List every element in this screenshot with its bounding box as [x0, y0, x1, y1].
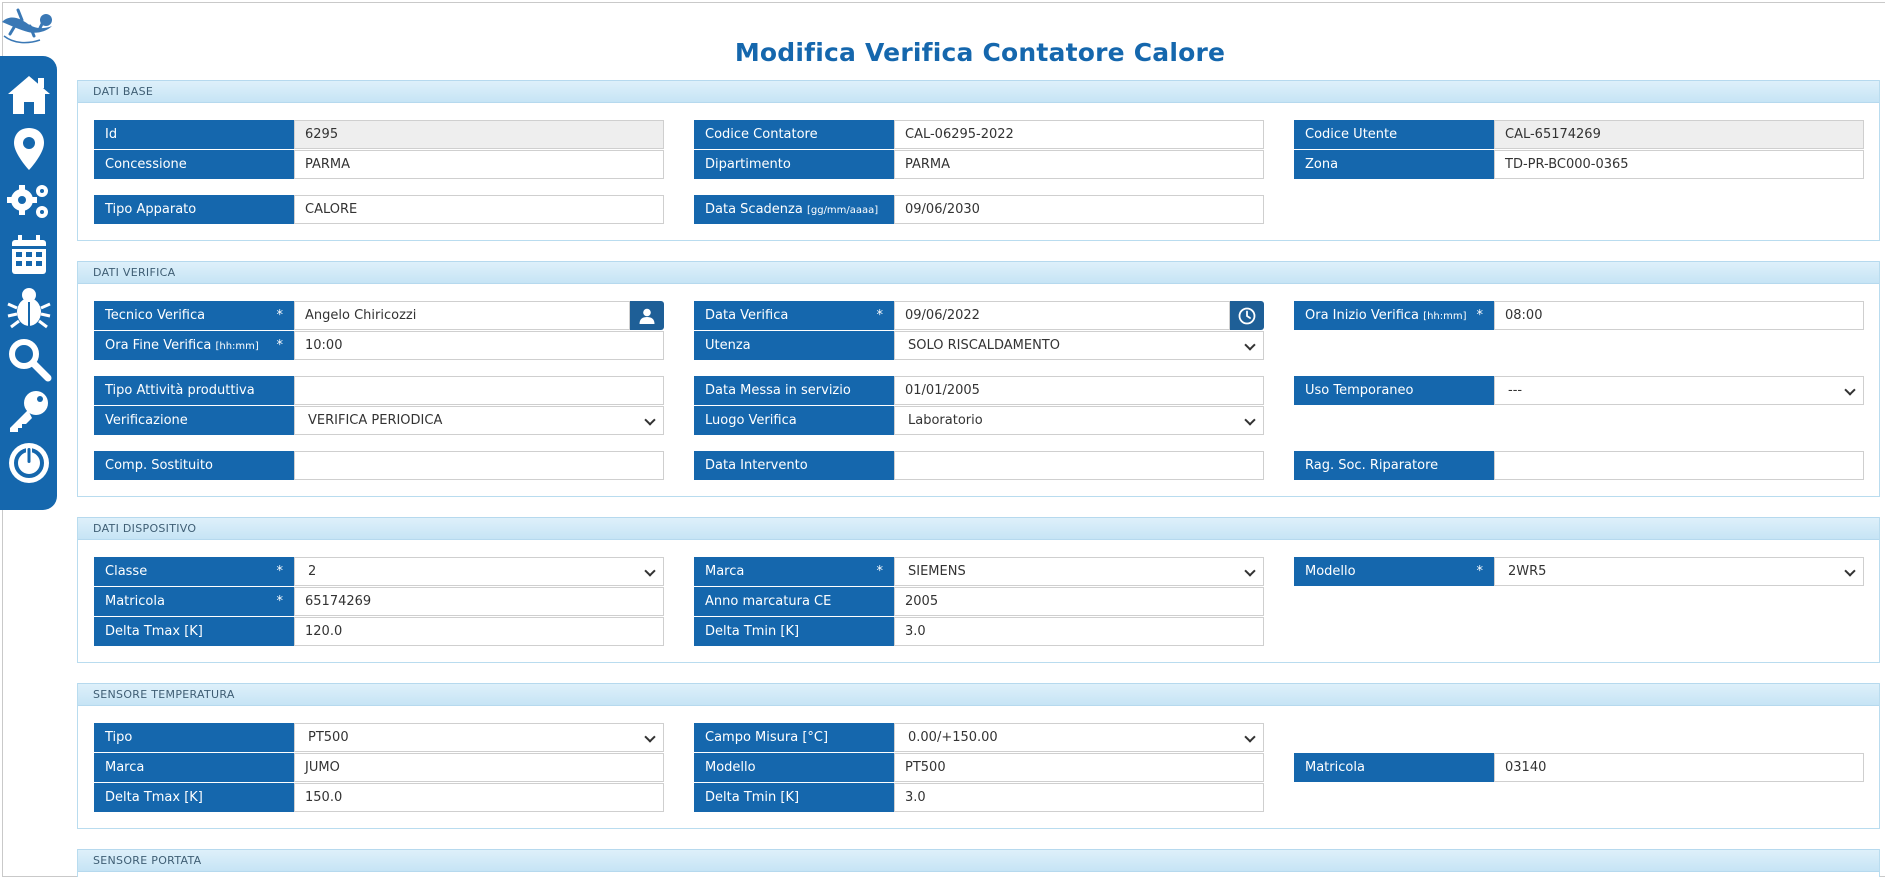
- field-modello: [1294, 557, 1864, 586]
- field-classe: [94, 557, 664, 586]
- section-dati-base: [77, 80, 1880, 241]
- field-label: [94, 557, 294, 586]
- label-text: Ora Inizio Verifica: [1305, 308, 1420, 323]
- tipo-apparato-input[interactable]: CALORE: [294, 195, 664, 224]
- section-header: DATI DISPOSITIVO: [78, 517, 1879, 540]
- section-dati-dispositivo: [77, 517, 1880, 663]
- ora-fine-input[interactable]: 10:00: [294, 331, 664, 360]
- key-icon[interactable]: [6, 388, 52, 434]
- delta-tmax-sensore-input[interactable]: 150.0: [294, 783, 664, 812]
- field-ora-fine: [94, 331, 664, 360]
- format-hint: [hh:mm]: [1423, 311, 1467, 322]
- bug-icon[interactable]: [6, 284, 52, 330]
- field-label: Delta Tmin [K]: [694, 783, 894, 812]
- verificazione-select[interactable]: VERIFICA PERIODICA: [294, 406, 664, 435]
- dipartimento-input[interactable]: PARMA: [894, 150, 1264, 179]
- field-campo-misura: [694, 723, 1264, 752]
- field-comp-sostituito: [94, 451, 664, 480]
- field-ora-inizio: [1294, 301, 1864, 330]
- field-concessione: [94, 150, 664, 179]
- data-intervento-input[interactable]: [894, 451, 1264, 480]
- required-marker: *: [276, 338, 283, 353]
- uso-temporaneo-select[interactable]: ---: [1494, 376, 1864, 405]
- delta-tmin-input[interactable]: 3.0: [894, 617, 1264, 646]
- field-tipo-apparato: [94, 195, 664, 224]
- modello-sensore-input[interactable]: PT500: [894, 753, 1264, 782]
- tipo-attivita-input[interactable]: [294, 376, 664, 405]
- field-label: Matricola: [1294, 753, 1494, 782]
- codice-contatore-input[interactable]: CAL-06295-2022: [894, 120, 1264, 149]
- field-utenza: [694, 331, 1264, 360]
- tipo-sensore-select[interactable]: PT500: [294, 723, 664, 752]
- required-marker: *: [876, 308, 883, 323]
- field-label: [1294, 557, 1494, 586]
- section-sensore-temperatura: [77, 683, 1880, 829]
- field-label: Tipo: [94, 723, 294, 752]
- id-field: 6295: [294, 120, 664, 149]
- label-text: Matricola: [105, 594, 165, 609]
- field-tipo-attivita: [94, 376, 664, 405]
- section-header: DATI BASE: [78, 80, 1879, 103]
- field-label: Anno marcatura CE: [694, 587, 894, 616]
- field-label: Data Messa in servizio: [694, 376, 894, 405]
- field-label: Delta Tmin [K]: [694, 617, 894, 646]
- required-marker: *: [276, 594, 283, 609]
- home-icon[interactable]: [6, 72, 52, 118]
- data-messa-servizio-input[interactable]: 01/01/2005: [894, 376, 1264, 405]
- label-text: Classe: [105, 564, 148, 579]
- field-data-intervento: [694, 451, 1264, 480]
- section-header: SENSORE TEMPERATURA: [78, 683, 1879, 706]
- field-label: Codice Utente: [1294, 120, 1494, 149]
- clock-button[interactable]: [1230, 301, 1264, 330]
- section-sensore-portata: [77, 849, 1880, 877]
- field-label: Verificazione: [94, 406, 294, 435]
- field-delta-tmax: [94, 617, 664, 646]
- ora-inizio-input[interactable]: 08:00: [1494, 301, 1864, 330]
- field-label: [94, 301, 294, 330]
- field-label: Delta Tmax [K]: [94, 617, 294, 646]
- required-marker: *: [876, 564, 883, 579]
- user-icon: [638, 307, 656, 325]
- field-label: [94, 331, 294, 360]
- field-luogo-verifica: [694, 406, 1264, 435]
- required-marker: *: [1476, 564, 1483, 579]
- field-matricola-sensore: [1294, 753, 1864, 782]
- field-label: [694, 195, 894, 224]
- field-label: Marca: [94, 753, 294, 782]
- field-label: Rag. Soc. Riparatore: [1294, 451, 1494, 480]
- required-marker: *: [276, 308, 283, 323]
- field-label: [94, 587, 294, 616]
- field-verificazione: [94, 406, 664, 435]
- field-dipartimento: [694, 150, 1264, 179]
- anno-marcatura-input[interactable]: 2005: [894, 587, 1264, 616]
- required-marker: *: [276, 564, 283, 579]
- field-tecnico-verifica: [94, 301, 664, 330]
- calendar-icon[interactable]: [6, 232, 52, 278]
- comp-sostituito-input[interactable]: [294, 451, 664, 480]
- search-icon[interactable]: [6, 336, 52, 382]
- marca-select[interactable]: SIEMENS: [894, 557, 1264, 586]
- sidebar: [0, 56, 57, 510]
- data-verifica-input[interactable]: 09/06/2022: [894, 301, 1230, 330]
- field-rag-soc-riparatore: [1294, 451, 1864, 480]
- modello-select[interactable]: 2WR5: [1494, 557, 1864, 586]
- matricola-sensore-input[interactable]: 03140: [1494, 753, 1864, 782]
- gears-icon[interactable]: [6, 178, 52, 224]
- field-zona: [1294, 150, 1864, 179]
- field-data-verifica: [694, 301, 1264, 330]
- field-modello-sensore: [694, 753, 1264, 782]
- field-codice-contatore: [694, 120, 1264, 149]
- section-header: SENSORE PORTATA: [78, 849, 1879, 872]
- field-label: Luogo Verifica: [694, 406, 894, 435]
- field-label: [1294, 301, 1494, 330]
- required-marker: *: [1476, 308, 1483, 323]
- field-label: Id: [94, 120, 294, 149]
- field-delta-tmin: [694, 617, 1264, 646]
- format-hint: [gg/mm/aaaa]: [806, 205, 879, 216]
- rag-soc-riparatore-input[interactable]: [1494, 451, 1864, 480]
- delta-tmin-sensore-input[interactable]: 3.0: [894, 783, 1264, 812]
- field-marca-sensore: [94, 753, 664, 782]
- power-icon[interactable]: [6, 440, 52, 486]
- field-label: Campo Misura [°C]: [694, 723, 894, 752]
- field-label: Codice Contatore: [694, 120, 894, 149]
- data-scadenza-input[interactable]: 09/06/2030: [894, 195, 1264, 224]
- field-tipo-sensore: [94, 723, 664, 752]
- field-id: [94, 120, 664, 149]
- utenza-select[interactable]: SOLO RISCALDAMENTO: [894, 331, 1264, 360]
- select-tecnico-button[interactable]: [630, 301, 664, 330]
- field-data-scadenza: [694, 195, 1264, 224]
- codice-utente-field: CAL-65174269: [1494, 120, 1864, 149]
- delta-tmax-input[interactable]: 120.0: [294, 617, 664, 646]
- page-title: Modifica Verifica Contatore Calore: [734, 38, 1226, 67]
- field-label: Data Intervento: [694, 451, 894, 480]
- concessione-input[interactable]: PARMA: [294, 150, 664, 179]
- label-text: Data Scadenza: [705, 202, 803, 217]
- field-label: Utenza: [694, 331, 894, 360]
- field-label: [694, 557, 894, 586]
- field-label: [694, 301, 894, 330]
- label-text: Tecnico Verifica: [105, 308, 206, 323]
- label-text: Marca: [705, 564, 745, 579]
- field-delta-tmax-sensore: [94, 783, 664, 812]
- location-pin-icon[interactable]: [6, 126, 52, 172]
- field-label: Tipo Attività produttiva: [94, 376, 294, 405]
- field-codice-utente: [1294, 120, 1864, 149]
- zona-input[interactable]: TD-PR-BC000-0365: [1494, 150, 1864, 179]
- matricola-input[interactable]: 65174269: [294, 587, 664, 616]
- field-label: Dipartimento: [694, 150, 894, 179]
- section-dati-verifica: [77, 261, 1880, 497]
- field-marca: [694, 557, 1264, 586]
- classe-select[interactable]: 2: [294, 557, 664, 586]
- field-label: Zona: [1294, 150, 1494, 179]
- clock-icon: [1238, 307, 1256, 325]
- marca-sensore-input[interactable]: JUMO: [294, 753, 664, 782]
- label-text: Ora Fine Verifica: [105, 338, 212, 353]
- field-uso-temporaneo: [1294, 376, 1864, 405]
- field-data-messa-servizio: [694, 376, 1264, 405]
- field-label: Tipo Apparato: [94, 195, 294, 224]
- tecnico-verifica-input[interactable]: Angelo Chiricozzi: [294, 301, 630, 330]
- luogo-verifica-select[interactable]: Laboratorio: [894, 406, 1264, 435]
- gecko-logo-icon[interactable]: [0, 0, 58, 50]
- field-delta-tmin-sensore: [694, 783, 1264, 812]
- field-label: Uso Temporaneo: [1294, 376, 1494, 405]
- section-header: DATI VERIFICA: [78, 261, 1879, 284]
- label-text: Data Verifica: [705, 308, 789, 323]
- format-hint: [hh:mm]: [215, 341, 259, 352]
- field-label: Modello: [694, 753, 894, 782]
- field-label: Concessione: [94, 150, 294, 179]
- label-text: Modello: [1305, 564, 1356, 579]
- field-label: Delta Tmax [K]: [94, 783, 294, 812]
- field-matricola: [94, 587, 664, 616]
- field-label: Comp. Sostituito: [94, 451, 294, 480]
- campo-misura-select[interactable]: 0.00/+150.00: [894, 723, 1264, 752]
- field-anno-marcatura: [694, 587, 1264, 616]
